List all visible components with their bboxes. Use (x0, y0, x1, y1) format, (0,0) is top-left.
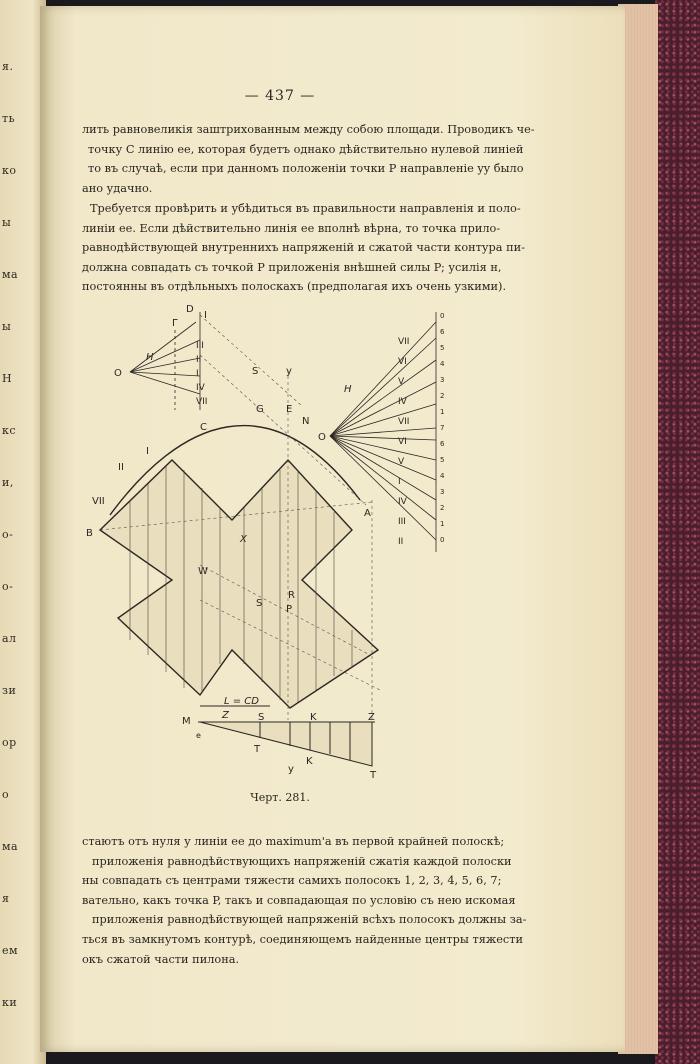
digit-label: 0 (440, 312, 445, 320)
left-page-fragment: я. (2, 60, 14, 73)
roman-label: II (196, 355, 202, 365)
roman-labels-right (398, 337, 409, 547)
label-Z-right: Z (368, 712, 375, 723)
text-line: окъ сжатой части пилона. (82, 952, 240, 966)
label-II: II (118, 462, 124, 473)
left-page-fragment: ы (2, 320, 12, 333)
digit-label: 3 (440, 376, 445, 384)
digit-label: 1 (440, 408, 445, 416)
left-page-fragment: о- (2, 528, 14, 541)
text-line: ано удачно. (82, 181, 153, 195)
left-page-fragment: зи (2, 684, 17, 697)
digit-label: 6 (440, 328, 445, 336)
label-K-low: K (306, 756, 313, 767)
roman-label: VI (398, 357, 407, 367)
left-page-fragment: ко (2, 164, 17, 177)
label-Z-left: Z (222, 710, 229, 721)
text-line: приложенія равнодѣйствующихъ напряженій сжатія каждой полоски (92, 854, 512, 868)
digit-label: 3 (440, 488, 445, 496)
roman-label: VII (398, 337, 410, 347)
roman-label: VI (398, 437, 407, 447)
label-G: G (256, 404, 264, 415)
roman-label: VII (196, 397, 208, 407)
roman-label: III (196, 341, 204, 351)
label-y-low: y (288, 764, 294, 775)
left-page-fragment: ма (2, 840, 19, 853)
label-D: D (186, 304, 194, 315)
digit-label: 1 (440, 520, 445, 528)
label-K: K (310, 712, 317, 723)
digit-label: 4 (440, 360, 445, 368)
label-I: I (204, 310, 207, 321)
label-T-low: T (254, 744, 261, 755)
digit-label: 0 (440, 536, 445, 544)
label-A: A (364, 508, 371, 519)
roman-labels-left (196, 341, 207, 407)
ray-lines-left (130, 312, 200, 410)
text-line: точку C линію ее, которая будетъ однако дѣйствительно нулевой линіей (88, 142, 524, 156)
label-R: R (288, 590, 295, 601)
text-line: равнодѣйствующей внутреннихъ напряженій и сжатой части контура пи- (82, 241, 525, 255)
roman-label: I (398, 477, 401, 487)
label-e: e (196, 731, 201, 740)
left-page-fragment: ор (2, 736, 17, 749)
ray-lines-right (330, 312, 436, 552)
text-line: постоянны въ отдѣльныхъ полоскахъ (предполагая ихъ очень узкими). (82, 280, 507, 294)
label-X: X (240, 534, 247, 545)
label-S-top: S (252, 366, 259, 377)
roman-label: I (196, 369, 199, 379)
label-O-right: O (318, 432, 326, 443)
digit-label: 5 (440, 456, 445, 464)
digit-label: 4 (440, 472, 445, 480)
digit-labels-right (440, 312, 445, 544)
label-H-right: H (344, 384, 352, 395)
left-page-fragment: о (2, 788, 10, 801)
left-page-fragment: ма (2, 268, 19, 281)
digit-label: 6 (440, 440, 445, 448)
left-page-fragment: и, (2, 476, 14, 489)
text-line: то въ случаѣ, если при данномъ положеніи точки P направленіе yy было (88, 162, 524, 176)
label-B: B (86, 528, 93, 539)
left-page-fragment: ем (2, 944, 19, 957)
label-N: N (302, 416, 310, 427)
left-page-fragment: ки (2, 996, 18, 1009)
text-line: приложенія равнодѣйствующей напряженій всѣхъ полосокъ должны за- (92, 913, 527, 927)
left-page-fragment: ал (2, 632, 17, 645)
digit-label: 7 (440, 424, 445, 432)
left-page-fragment: кс (2, 424, 17, 437)
label-P: P (286, 604, 293, 615)
left-page-fragment: ы (2, 216, 12, 229)
roman-label: VII (398, 417, 410, 427)
digit-label: 2 (440, 504, 445, 512)
label-M: M (182, 716, 191, 727)
digit-label: 2 (440, 392, 445, 400)
roman-label: IV (398, 397, 407, 407)
label-H-left: H (146, 352, 154, 363)
left-page-fragment: ть (2, 112, 16, 125)
label-I-arc: I (146, 446, 149, 457)
label-y-top: y (286, 366, 292, 377)
left-page-fragment: я (2, 892, 10, 905)
label-E: E (286, 404, 293, 415)
label-S-mid: S (256, 598, 263, 609)
label-L-eq: L = CD (224, 696, 259, 707)
roman-label: II (398, 537, 404, 547)
roman-label: V (398, 377, 405, 387)
label-T-right: T (370, 770, 377, 781)
roman-label: IV (196, 383, 205, 393)
figure-caption: Черт. 281. (250, 791, 310, 804)
text-line: стаютъ отъ нуля у линіи ее до maximum'а въ первой крайней полоскѣ; (82, 835, 505, 848)
page-number: — 437 — (244, 88, 316, 104)
roman-label: V (398, 457, 405, 467)
text-line: ны совпадать съ центрами тяжести самихъ полосокъ 1, 2, 3, 4, 5, 6, 7; (82, 874, 502, 888)
text-line: ться въ замкнутомъ контурѣ, соединяющемъ найденные центры тяжести (82, 932, 524, 946)
text-line: линіи ее. Если дѣйствительно линія ее вполнѣ вѣрна, то точка прило- (82, 221, 501, 235)
pylon-section (100, 460, 378, 708)
label-Gamma: Г (172, 318, 179, 329)
left-page-fragment: о- (2, 580, 14, 593)
label-S-low: S (258, 712, 265, 723)
text-line: вательно, какъ точка P, такъ и совпадающая по условію съ нею искомая (82, 893, 516, 907)
label-C: C (200, 422, 207, 433)
left-page-fragment: Н (2, 372, 13, 385)
label-W: W (198, 566, 208, 577)
label-VII-left: VII (92, 496, 105, 507)
roman-label: IV (398, 497, 407, 507)
text-line: должна совпадать съ точкой P приложенія внѣшней силы P; усилія н, (82, 260, 502, 274)
digit-label: 5 (440, 344, 445, 352)
roman-label: III (398, 517, 406, 527)
text-line: лить равновеликія заштрихованным между собою площади. Проводикъ че- (82, 123, 535, 136)
text-line: Требуется провѣрить и убѣдиться въ правильности направленія и поло- (90, 202, 521, 215)
label-O-left: O (114, 368, 122, 379)
